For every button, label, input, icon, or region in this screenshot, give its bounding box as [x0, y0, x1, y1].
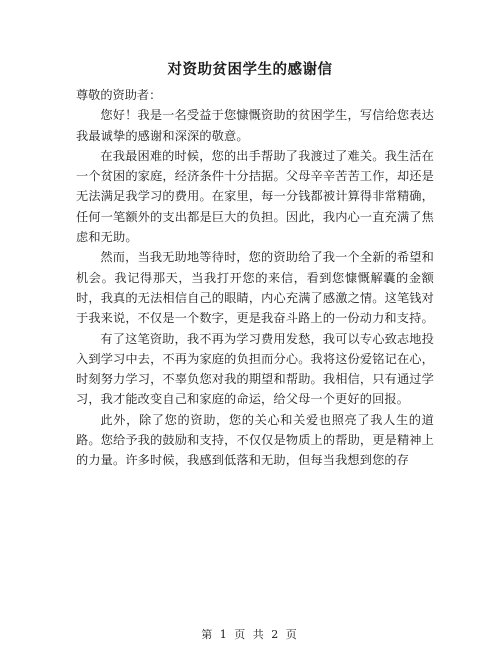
letter-body	[76, 85, 434, 471]
paragraph: 有了这笔资助，我不再为学习费用发愁，我可以专心致志地投入到学习中去，不再为家庭的负担而分心。我将这份爱铭记在心，时刻努力学习，不辜负您对我的期望和帮助。我相信，只有通过学习，我才能改变自己和家庭的命运，给父母一个更好的回报。	[76, 331, 434, 407]
paragraph: 在我最困难的时候，您的出手帮助了我渡过了难关。我生活在一个贫困的家庭，经济条件十分拮据。父母辛辛苦苦工作，却还是无法满足我学习的费用。在家里，每一分钱都被计算得非常精确，任何一笔额外的支出都是巨大的负担。因此，我内心一直充满了焦虑和无助。	[76, 148, 434, 245]
page-title: 对资助贫困学生的感谢信	[167, 61, 333, 78]
paragraph: 此外，除了您的资助，您的关心和关爱也照亮了我人生的道路。您给予我的鼓励和支持，不仅仅是物质上的帮助，更是精神上的力量。许多时候，我感到低落和无助，但每当我想到您的存	[76, 412, 434, 468]
paragraph: 然而，当我无助地等待时，您的资助给了我一个全新的希望和机会。我记得那天，当我打开您的来信，看到您慷慨解囊的金额时，我真的无法相信自己的眼睛，内心充满了感激之情。这笔钱对于我来说，不仅是一个数字，更是我奋斗路上的一份动力和支持。	[76, 250, 434, 326]
page-number-footer: 第 1 页 共 2 页	[201, 628, 299, 641]
paragraph: 您好！我是一名受益于您慷慨资助的贫困学生，写信给您表达我最诚挚的感谢和深深的敬意。	[76, 108, 434, 143]
salutation: 尊敬的资助者：	[76, 88, 162, 102]
